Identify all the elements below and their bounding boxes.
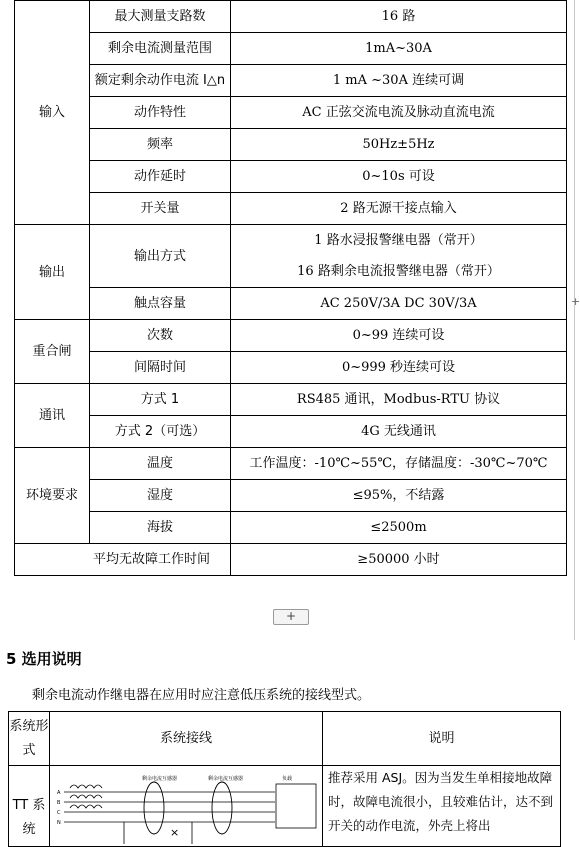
group-communication: 通讯 — [15, 384, 90, 448]
value-action-delay: 0~10s 可设 — [231, 161, 567, 193]
value-contact-capacity: AC 250V/3A DC 30V/3A — [231, 288, 567, 320]
param-contact-capacity: 触点容量 — [90, 288, 231, 320]
value-output-mode-line2: 16 路剩余电流报警继电器（常开） — [297, 264, 500, 279]
current-transformer-1 — [144, 782, 164, 834]
param-humidity: 湿度 — [90, 480, 231, 512]
value-comm-mode2: 4G 无线通讯 — [231, 416, 567, 448]
group-output: 输出 — [15, 225, 90, 320]
load-label: 负载 — [282, 776, 293, 782]
value-reclose-count: 0~99 连续可设 — [231, 320, 567, 352]
line-a-label: A — [57, 790, 61, 796]
value-mtbf: ≥50000 小时 — [231, 544, 567, 576]
transformer-coils — [70, 785, 102, 808]
value-rated-current: 1 mA ~30A 连续可调 — [231, 65, 567, 97]
value-humidity: ≤95%，不结露 — [231, 480, 567, 512]
page-edge-divider — [574, 0, 579, 640]
group-reclose: 重合闸 — [15, 320, 90, 384]
param-action-characteristic: 动作特性 — [90, 97, 231, 129]
value-action-characteristic: AC 正弦交流电流及脉动直流电流 — [231, 97, 567, 129]
value-reclose-interval: 0~999 秒连续可设 — [231, 352, 567, 384]
param-reclose-interval: 间隔时间 — [90, 352, 231, 384]
param-altitude: 海拔 — [90, 512, 231, 544]
load-box — [276, 784, 316, 828]
param-reclose-count: 次数 — [90, 320, 231, 352]
section-heading: 5 选用说明 — [6, 650, 82, 668]
value-altitude: ≤2500m — [231, 512, 567, 544]
section-paragraph: 剩余电流动作继电器在应用时应注意低压系统的接线型式。 — [32, 688, 371, 703]
value-max-branches: 16 路 — [231, 1, 567, 33]
group-input: 输入 — [15, 1, 90, 225]
param-mtbf: 平均无故障工作时间 — [15, 544, 231, 576]
value-switch-input: 2 路无源干接点输入 — [231, 193, 567, 225]
selection-table — [8, 711, 561, 847]
param-rated-current: 额定剩余动作电流 I△n — [90, 65, 231, 97]
value-comm-mode1: RS485 通讯，Modbus-RTU 协议 — [231, 384, 567, 416]
value-frequency: 50Hz±5Hz — [231, 129, 567, 161]
fault-cross-icon: × — [170, 826, 180, 839]
cell-tt-system: TT 系统 — [9, 766, 50, 847]
tt-wiring-svg — [50, 766, 323, 846]
add-row-button[interactable]: + — [273, 609, 309, 625]
param-comm-mode2: 方式 2（可选） — [90, 416, 231, 448]
value-current-range: 1mA~30A — [231, 33, 567, 65]
param-output-mode: 输出方式 — [90, 225, 231, 288]
current-transformer-2 — [212, 782, 232, 834]
value-output-mode-line1: 1 路水浸报警继电器（常开） — [314, 233, 483, 248]
cell-tt-description: 推荐采用 ASJ。因为当发生单相接地故障时，故障电流很小，且较难估计，达不到开关的动作电流，外壳上将出 — [323, 766, 561, 847]
header-system-form: 系统形式 — [9, 712, 50, 766]
line-n-label: N — [57, 820, 61, 826]
param-current-range: 剩余电流测量范围 — [90, 33, 231, 65]
insert-column-button[interactable]: + — [571, 295, 580, 308]
param-switch-input: 开关量 — [90, 193, 231, 225]
header-description: 说明 — [323, 712, 561, 766]
header-system-wiring: 系统接线 — [50, 712, 323, 766]
tt-wiring-diagram — [50, 766, 323, 847]
value-temperature: 工作温度：-10℃~55℃，存储温度：-30℃~70℃ — [231, 448, 567, 480]
specs-table — [14, 0, 567, 576]
line-c-label: C — [57, 810, 61, 816]
param-comm-mode1: 方式 1 — [90, 384, 231, 416]
group-environment: 环境要求 — [15, 448, 90, 544]
line-b-label: B — [57, 800, 61, 806]
param-max-branches: 最大测量支路数 — [90, 1, 231, 33]
param-frequency: 频率 — [90, 129, 231, 161]
param-temperature: 温度 — [90, 448, 231, 480]
param-action-delay: 动作延时 — [90, 161, 231, 193]
value-output-mode — [231, 225, 567, 288]
ct1-label: 剩余电流互感器 — [142, 776, 178, 782]
ct2-label: 剩余电流互感器 — [208, 776, 244, 782]
